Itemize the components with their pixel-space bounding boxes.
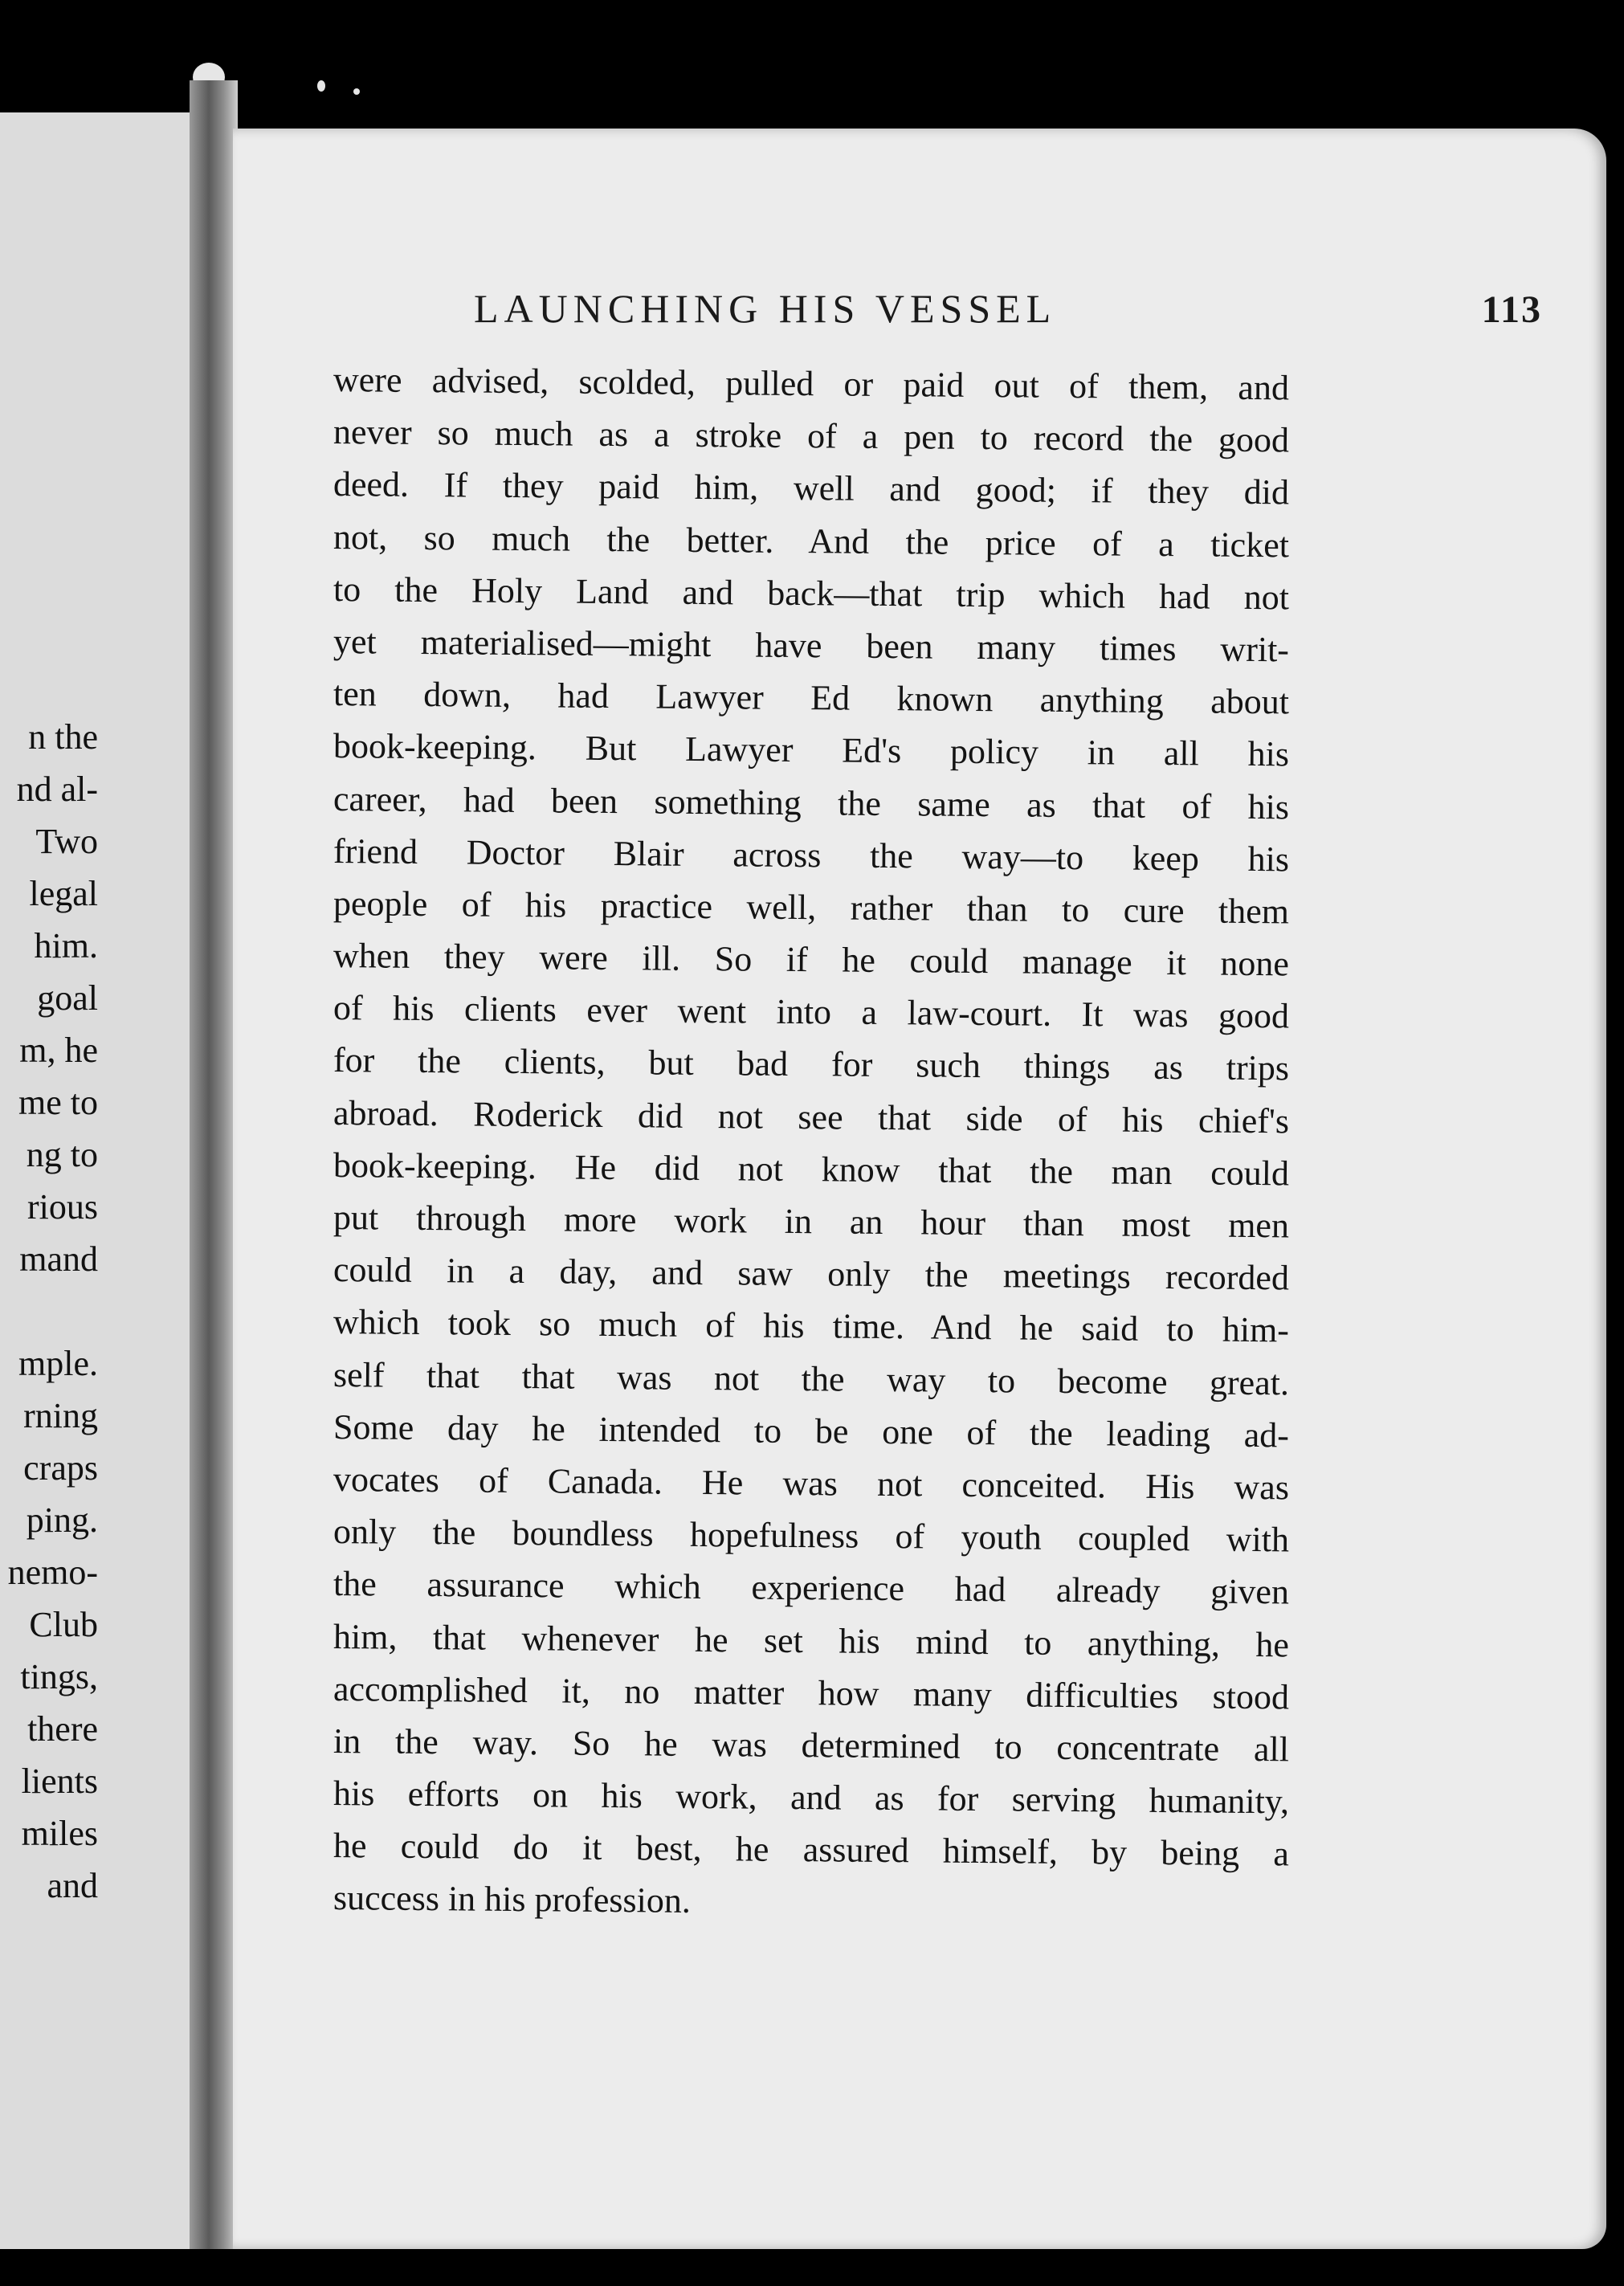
text-line: self that that was not the way to become great. <box>333 1354 1290 1402</box>
previous-page-line: rning <box>23 1396 98 1435</box>
text-line: could in a day, and saw only the meetings recorded <box>333 1250 1290 1298</box>
previous-page-line: him. <box>34 926 98 965</box>
text-line: he could do it best, he assured himself, by being a <box>333 1826 1290 1874</box>
text-line: ten down, had Lawyer Ed known anything about <box>333 674 1290 722</box>
text-line: not, so much the better. And the price of a ticket <box>333 516 1290 565</box>
current-page <box>233 129 1606 2249</box>
text-line: were advised, scolded, pulled or paid out of them, and <box>333 360 1290 408</box>
body-text <box>333 353 1289 1925</box>
text-line: which took so much of his time. And he said to him- <box>333 1302 1290 1350</box>
text-line: abroad. Roderick did not see that side of his chief's <box>333 1092 1290 1141</box>
text-line: put through more work in an hour than most men <box>333 1198 1290 1246</box>
running-title: LAUNCHING HIS VESSEL <box>474 286 1057 331</box>
previous-page-line: craps <box>23 1448 98 1488</box>
previous-page-line: there <box>27 1709 98 1749</box>
text-line: friend Doctor Blair across the way—to keep his <box>333 831 1290 880</box>
text-line: him, that whenever he set his mind to anything, he <box>333 1616 1290 1664</box>
text-line: of his clients ever went into a law-court. It was good <box>333 988 1290 1036</box>
text-line: the assurance which experience had already given <box>333 1564 1290 1612</box>
text-line: book-keeping. But Lawyer Ed's policy in all his <box>333 726 1290 774</box>
previous-page <box>0 112 210 2249</box>
text-line: for the clients, but bad for such things as trips <box>333 1040 1290 1088</box>
previous-page-line: Club <box>29 1605 98 1644</box>
scan-speck <box>353 88 360 95</box>
previous-page-line: miles <box>21 1814 98 1853</box>
text-line: people of his practice well, rather than to cure them <box>333 883 1290 932</box>
page-number: 113 <box>1481 288 1542 331</box>
text-line: vocates of Canada. He was not conceited. His was <box>333 1459 1290 1508</box>
text-line: accomplished it, no matter how many difficulties stood <box>333 1668 1290 1717</box>
text-line: yet materialised—might have been many times writ- <box>333 621 1290 670</box>
previous-page-line: and <box>47 1866 98 1905</box>
text-line: success in his profession. <box>333 1878 692 1921</box>
previous-page-line: tings, <box>20 1657 98 1696</box>
previous-page-text <box>8 711 98 1912</box>
previous-page-line: me to <box>18 1083 98 1122</box>
text-line: career, had been something the same as that of his <box>333 778 1290 827</box>
text-line: Some day he intended to be one of the leading ad- <box>333 1406 1290 1455</box>
previous-page-line: nemo- <box>7 1553 98 1592</box>
previous-page-line: ping. <box>26 1500 98 1540</box>
previous-page-line <box>8 1285 98 1337</box>
running-head <box>474 285 1542 332</box>
previous-page-line: goal <box>37 978 98 1018</box>
previous-page-line: legal <box>29 874 98 913</box>
book-gutter <box>190 80 238 2249</box>
text-line: never so much as a stroke of a pen to record the good <box>333 412 1290 460</box>
text-line: in the way. So he was determined to concentrate all <box>333 1721 1290 1770</box>
text-line: book-keeping. He did not know that the man could <box>333 1145 1290 1194</box>
previous-page-line: Two <box>35 822 98 861</box>
text-line: his efforts on his work, and as for serving humanity, <box>333 1774 1290 1822</box>
previous-page-line: ng to <box>26 1135 98 1174</box>
text-line: only the boundless hopefulness of youth coupled with <box>333 1512 1290 1560</box>
previous-page-line: lients <box>21 1761 98 1801</box>
previous-page-line: mand <box>19 1239 98 1279</box>
previous-page-line: mple. <box>18 1344 98 1383</box>
text-line: when they were ill. So if he could manage it none <box>333 936 1290 984</box>
text-line: to the Holy Land and back—that trip which had not <box>333 569 1290 618</box>
text-line: deed. If they paid him, well and good; if they did <box>333 464 1290 512</box>
previous-page-line: nd al- <box>16 769 98 809</box>
previous-page-line: n the <box>28 717 98 757</box>
previous-page-line: rious <box>27 1187 98 1227</box>
previous-page-line: m, he <box>19 1031 98 1070</box>
scan-speck <box>317 80 325 92</box>
